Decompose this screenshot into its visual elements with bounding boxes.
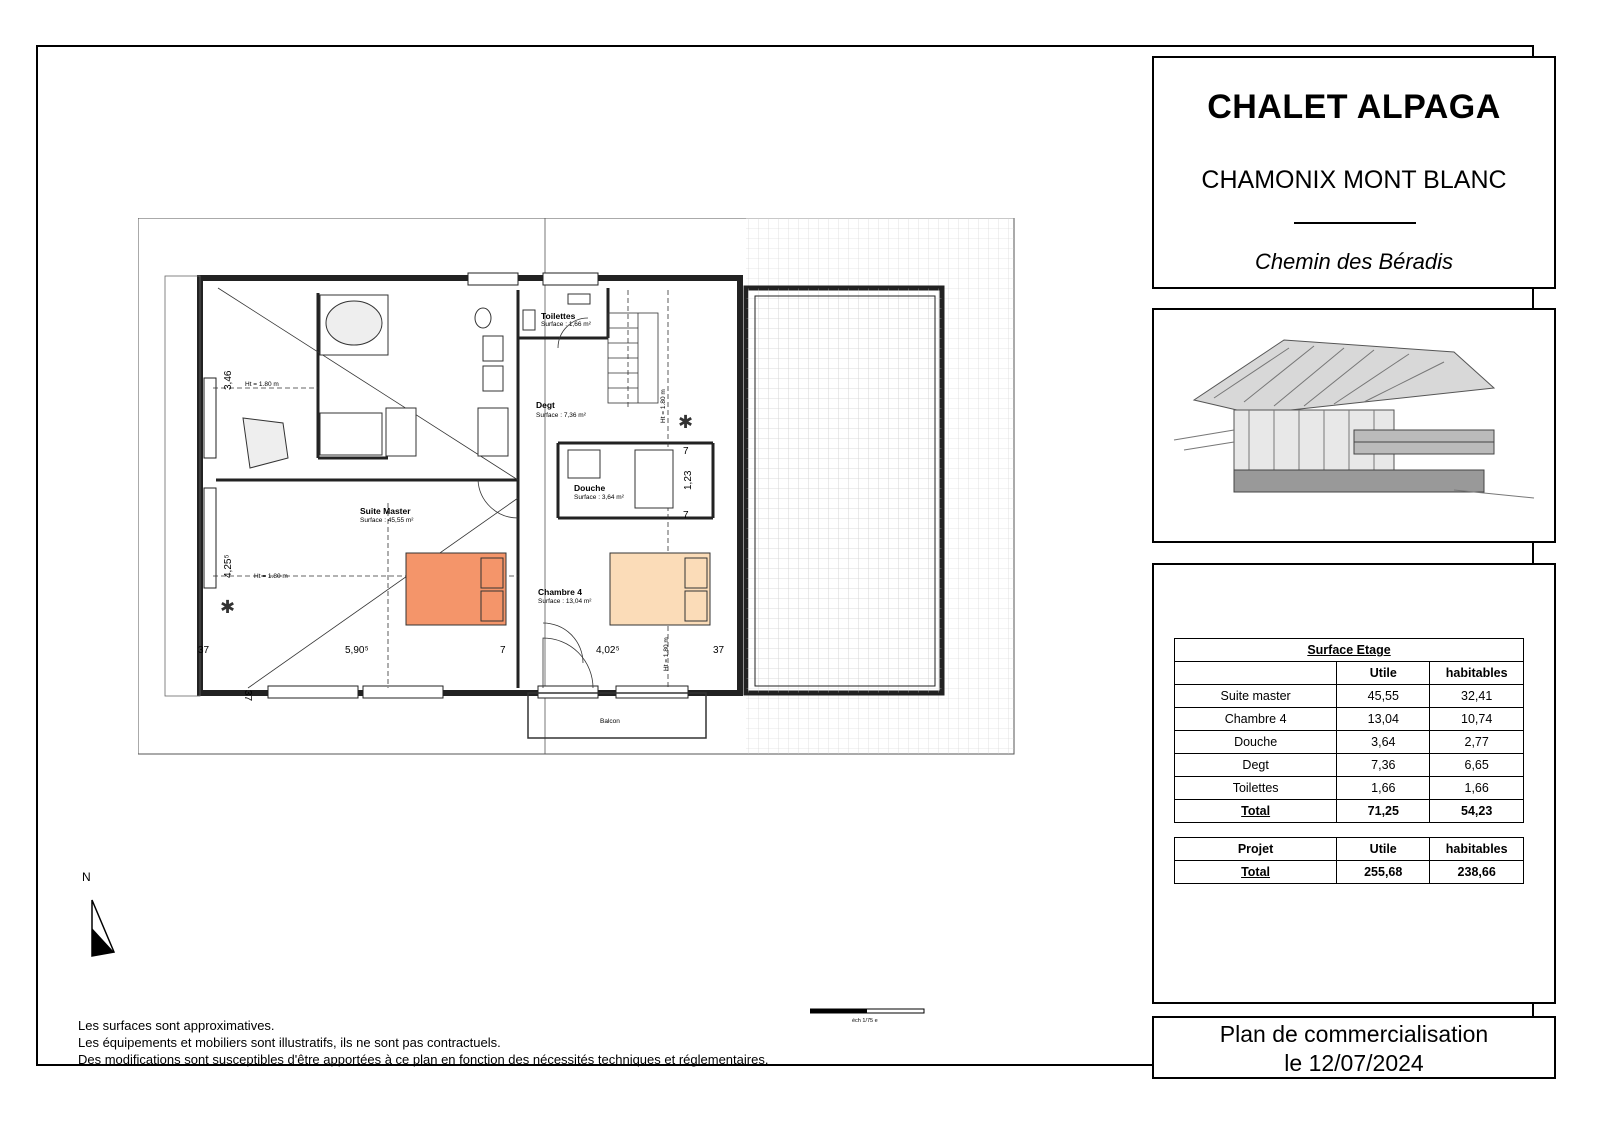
project-name: CHALET ALPAGA <box>1207 88 1501 126</box>
table-row: Chambre 4 13,04 10,74 <box>1175 708 1524 731</box>
table-row-total: Total 255,68 238,66 <box>1175 861 1524 884</box>
footer-date: le 12/07/2024 <box>1284 1050 1424 1076</box>
north-label: N <box>82 870 91 884</box>
dimension-label: 4,02⁵ <box>596 645 620 656</box>
svg-text:✱: ✱ <box>678 412 694 432</box>
projet-table <box>1174 837 1524 884</box>
dimension-label: 3,46 <box>223 370 234 390</box>
disclaimer-notes <box>78 1017 768 1068</box>
height-note: Ht = 1.80 m <box>254 573 288 580</box>
room-surface-toilettes: Surface : 1,66 m² <box>541 321 591 328</box>
table-row <box>1175 639 1524 662</box>
balcon-label: Balcon <box>600 718 620 725</box>
scale-label: éch 1/75 e <box>852 1018 878 1024</box>
table-row: Suite master 45,55 32,41 <box>1175 685 1524 708</box>
room-surface-suite-master: Surface : 45,55 m² <box>360 517 414 524</box>
project-location: CHAMONIX MONT BLANC <box>1201 166 1507 194</box>
room-label-degt: Degt <box>536 400 555 410</box>
dimension-label: 1,23 <box>683 470 694 490</box>
dimension-label: 37 <box>242 690 253 702</box>
dimension-label: 7 <box>683 510 689 521</box>
note-line: Les surfaces sont approximatives. <box>78 1018 275 1033</box>
north-arrow-icon <box>86 890 120 960</box>
room-surface-douche: Surface : 3,64 m² <box>574 494 624 501</box>
project-address: Chemin des Béradis <box>1254 249 1454 274</box>
table-title: Surface Etage <box>1175 639 1524 662</box>
table-row: Degt 7,36 6,65 <box>1175 754 1524 777</box>
surface-etage-table <box>1174 638 1524 823</box>
table-row: Toilettes 1,66 1,66 <box>1175 777 1524 800</box>
dimension-label: 5,90⁵ <box>345 645 369 656</box>
chalet-render <box>1152 308 1556 543</box>
room-label-douche: Douche <box>574 483 606 493</box>
table-row: Utile habitables <box>1175 662 1524 685</box>
table-row: Projet Utile habitables <box>1175 838 1524 861</box>
dimension-label: 37 <box>713 645 725 656</box>
room-label-chambre4: Chambre 4 <box>538 587 582 597</box>
room-surface-degt: Surface : 7,36 m² <box>536 412 586 419</box>
room-label-toilettes: Toilettes <box>541 311 576 321</box>
height-note: Ht = 1.80 m <box>663 637 670 671</box>
surfaces-panel <box>1152 563 1556 1004</box>
note-line: Des modifications sont susceptibles d'être apportées à ce plan en fonction des nécessités techniques et réglementaires. <box>78 1052 769 1067</box>
table-row: Douche 3,64 2,77 <box>1175 731 1524 754</box>
title-divider <box>1294 222 1416 224</box>
room-surface-chambre4: Surface : 13,04 m² <box>538 598 592 605</box>
height-note: Ht = 1.80 m <box>660 389 667 423</box>
dimension-label: 4,25⁵ <box>223 554 234 578</box>
dimension-label: 37 <box>198 645 210 656</box>
floor-plan <box>138 218 1018 763</box>
dimension-label: 7 <box>683 446 689 457</box>
note-line: Les équipements et mobiliers sont illustratifs, ils ne sont pas contractuels. <box>78 1035 501 1050</box>
chalet-render-image <box>1154 310 1554 541</box>
footer-block <box>1152 1016 1556 1079</box>
room-label-suite-master: Suite Master <box>360 506 411 516</box>
title-block <box>1152 56 1556 289</box>
footer-line1: Plan de commercialisation <box>1219 1021 1489 1047</box>
height-note: Ht = 1.80 m <box>245 381 279 388</box>
dimension-label: 7 <box>500 645 506 656</box>
table-row-total: Total 71,25 54,23 <box>1175 800 1524 823</box>
svg-text:✱: ✱ <box>220 597 236 617</box>
